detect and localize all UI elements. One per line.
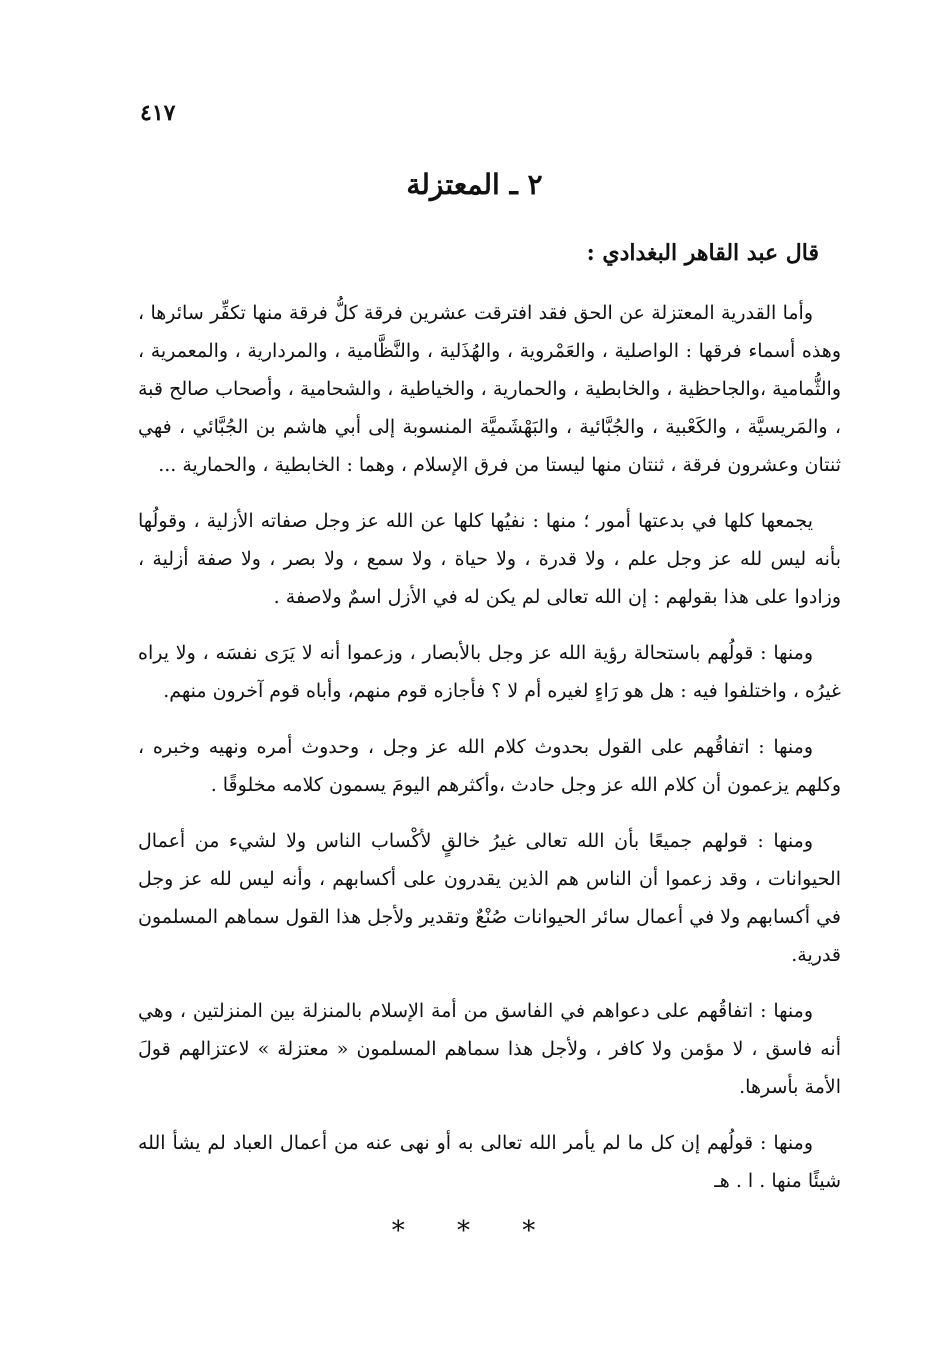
author-line: قال عبد القاهر البغدادي : <box>586 240 819 266</box>
section-separator: * * * <box>391 1216 558 1246</box>
paragraph-acts: ومنها : قولهم جميعًا بأن الله تعالى غيرُ خالقٍ لأكْساب الناس ولا لشيء من أعمال الحيوانات ، وقد زعموا أن الناس هم الذين يقدرون على أكسابهم ، وأنه ليس لله عز وجل في أكسابهم ولا في أعمال سائر الحيوانات صُنْعٌ وتقدير ولأجل هذا القول سماهم المسلمون قدرية. <box>138 830 841 966</box>
section-title: ٢ ـ المعتزلة <box>406 168 543 201</box>
page-number: ٤١٧ <box>140 100 176 126</box>
paragraph-will: ومنها : قولُهم إن كل ما لم يأمر الله تعالى به أو نهى عنه من أعمال العباد لم يشأ الله شيئًا منها . ا . هـ <box>138 1132 841 1192</box>
paragraph-vision: ومنها : قولُهم باستحالة رؤية الله عز وجل بالأبصار ، وزعموا أنه لا يَرَى نفسَه ، ولا يراه غيرُه ، واختلفوا فيه : هل هو رَاءٍ لغيره أم لا ؟ فأجازه قوم منهم، وأباه قوم آخرون منهم. <box>138 642 841 702</box>
paragraph-sects: وأما القدرية المعتزلة عن الحق فقد افترقت عشرين فرقة كلُّ فرقة منها تكفِّر سائرها ، وهذه أسماء فرقها : الواصلية ، والعَمْروية ، والهُذَلية ، والنَّظَّامية ، والمردارية ، والمعمرية ، والثُّمامية ،والجاحظية ، والخابطية ، والحمارية ، والخياطية ، والشحامية ، وأصحاب صالح قبة ، والمَريسيَّة ، والكَعْبية ، والجُبَّائية ، والبَهْشَميَّة المنسوبة إلى أبي هاشم بن الجُبَّائي ، فهي ثنتان وعشرون فرقة ، ثنتان منها ليستا من فرق الإسلام ، وهما : الخابطية ، والحمارية ... <box>138 302 841 476</box>
paragraph-attributes: يجمعها كلها في بدعتها أمور ؛ منها : نفيُها كلها عن الله عز وجل صفاته الأزلية ، وقولُها بأنه ليس لله عز وجل علم ، ولا قدرة ، ولا حياة ، ولا سمع ، ولا بصر ، ولا صفة أزلية ، وزادوا على هذا بقولهم : إن الله تعالى لم يكن له في الأزل اسمٌ ولاصفة . <box>138 510 841 608</box>
body-text <box>138 294 841 1218</box>
paragraph-sinner: ومنها : اتفاقُهم على دعواهم في الفاسق من أمة الإسلام بالمنزلة بين المنزلتين ، وهي أنه فاسق ، لا مؤمن ولا كافر ، ولأجل هذا سماهم المسلمون « معتزلة » لاعتزالهم قولَ الأمة بأسرها. <box>138 1000 841 1098</box>
paragraph-speech: ومنها : اتفاقُهم على القول بحدوث كلام الله عز وجل ، وحدوث أمره ونهيه وخبره ، وكلهم يزعمون أن كلام الله عز وجل حادث ،وأكثرهم اليومَ يسمون كلامه مخلوقًا . <box>138 736 841 796</box>
